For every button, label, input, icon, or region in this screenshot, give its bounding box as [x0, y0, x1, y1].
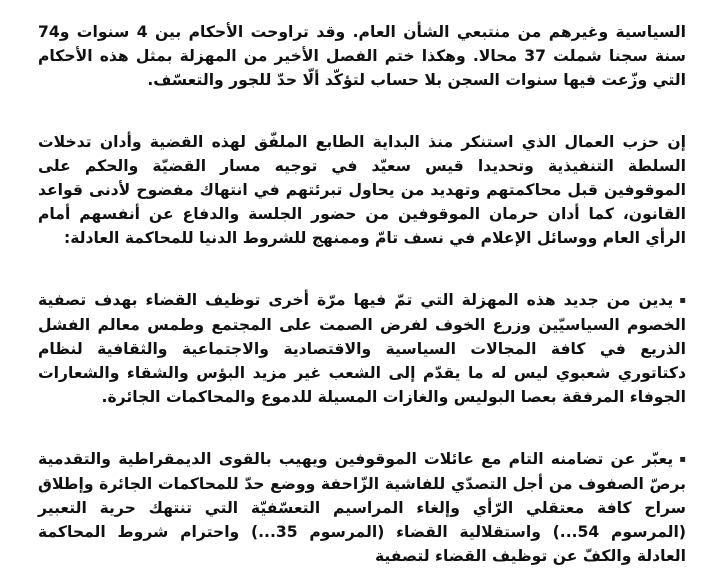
- paragraph-party-statement: [38, 106, 686, 250]
- paragraph-text: يدين من جديد هذه المهزلة التي تمّ فيها مرّة أخرى توظيف القضاء بهدف تصفية الخصوم السياسيّين وزرع الخوف لفرض الصمت على المجتمع وطمس معالم الفشل الذريع في كافة المجالات السياسية والاقتصادية والاجتماعية والثقافية لنظام دكتاتوري شعبوي ليس له ما يقدّم إلى الشعب غير مزيد البؤس والشقاء والشعارات الجوفاء المرفقة بعصا البوليس والغازات المسيلة للدموع والمحاكمات الجائرة.: [38, 291, 686, 406]
- document-body: [38, 0, 686, 582]
- bullet-item-solidarity: [38, 423, 686, 568]
- bullet-item-condemnation: [38, 264, 686, 409]
- paragraph-text: إن حزب العمال الذي استنكر منذ البداية الطابع الملفّق لهذه القضية وأدان تدخلات السلطة التنفيذية وتحديدا قيس سعيّد في توجيه مسار القضيّة والحكم على الموقوفين قبل محاكمتهم وتهديد من يحاول تبرئتهم في انتهاك مفضوح لأدنى قواعد القانون، كما أدان حرمان الموقوفين من حضور الجلسة والدفاع عن أنفسهم أمام الرأي العام ووسائل الإعلام في نسف تامّ وممنهج للشروط الدنيا للمحاكمة العادلة:: [38, 133, 686, 247]
- paragraph-verdicts: [38, 0, 686, 92]
- paragraph-text: السياسية وغيرهم من منتبعي الشأن العام. وقد تراوحت الأحكام بين 4 سنوات و74 سنة سجنا شملت 37 محالا. وهكذا ختم الفصل الأخير من المهزلة بمثل هذه الأحكام التي وزّعت فيها سنوات السجن بلا حساب لتؤكّد ألّا حدّ للجور والتعسّف.: [38, 23, 686, 89]
- bullet-square-icon: ▪: [679, 295, 686, 306]
- bullet-square-icon: ▪: [679, 454, 686, 465]
- paragraph-text: يعبّر عن تضامنه التام مع عائلات الموقوفين ويهيب بالقوى الديمقراطية والتقدمية برصّ الصفوف من أجل التصدّي للفاشية الزّاحفة ووضع حدّ للمحاكمات الجائرة وإطلاق سراح كافة معتقلي الرّأي وإلغاء المراسيم التعسّفيّة التي تنتهك حرية التعبير (المرسوم 54...) واستقلالية القضاء (المرسوم 35...) واحترام شروط المحاكمة العادلة والكفّ عن توظيف القضاء لتصفية: [38, 450, 687, 565]
